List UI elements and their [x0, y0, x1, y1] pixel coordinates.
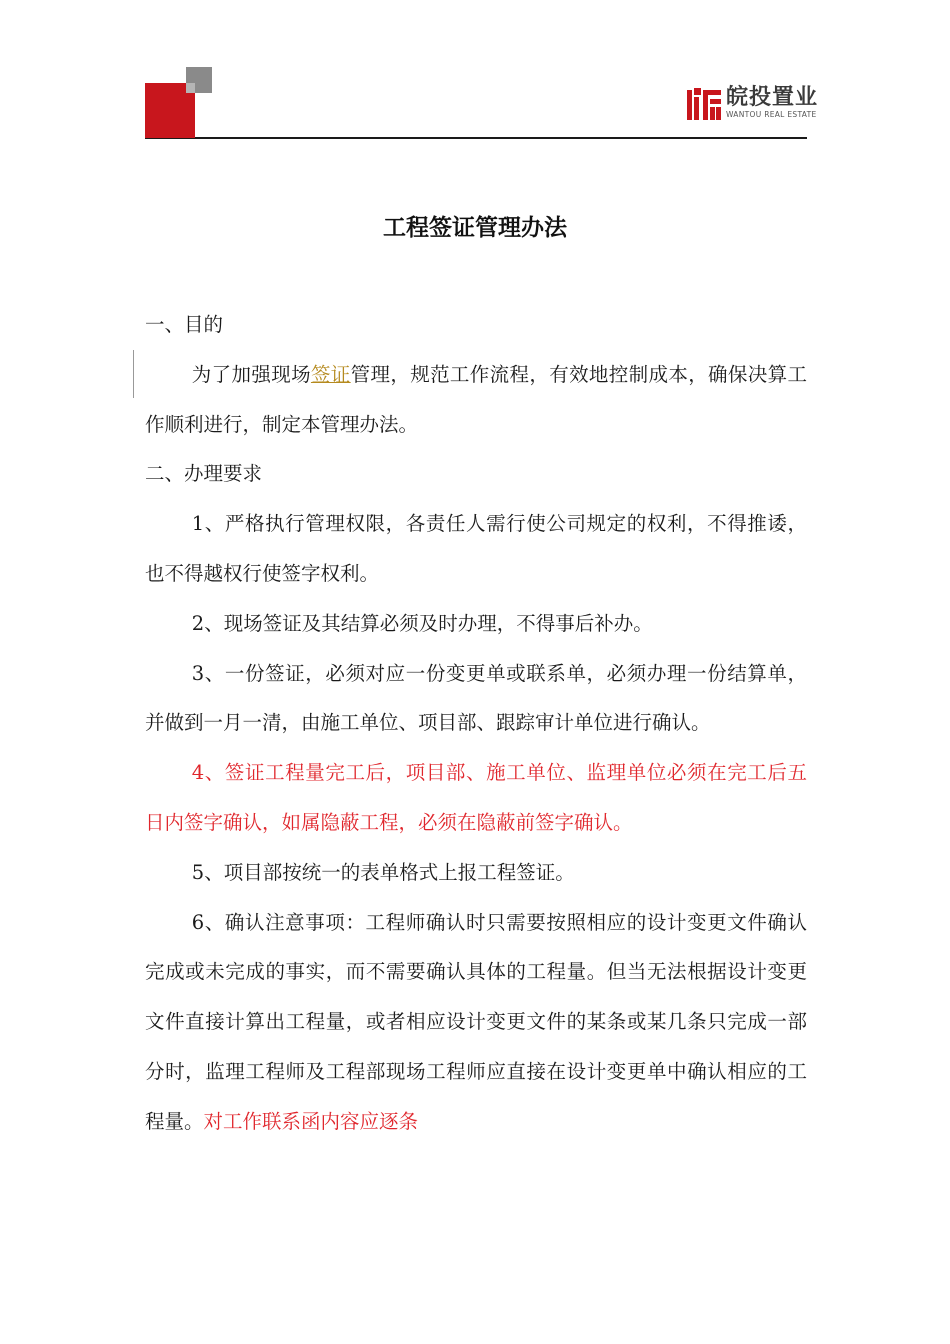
requirement-item-1: 1、严格执行管理权限，各责任人需行使公司规定的权利，不得推诿，也不得越权行使签字权利。: [145, 512, 807, 585]
logo-chinese-name: 皖投置业: [726, 85, 819, 110]
company-logo: [686, 86, 818, 126]
requirement-item-6: [145, 898, 807, 1147]
logo-mark-icon: [686, 86, 722, 122]
logo-english-name: WANTOU REAL ESTATE: [726, 110, 817, 119]
requirement-item-5: 5、项目部按统一的表单格式上报工程签证。: [191, 860, 575, 884]
header-decoration-overlap: [186, 83, 195, 93]
item-6-highlight: 对工作联系函内容应逐条: [203, 1109, 419, 1133]
revision-margin-bar: [133, 350, 134, 398]
requirement-item-4: 4、签证工程量完工后，项目部、施工单位、监理单位必须在完工后五日内签字确认，如属隐蔽工程，必须在隐蔽前签字确认。: [145, 761, 807, 834]
document-title: 工程签证管理办法: [383, 215, 567, 241]
header-rule-accent: [145, 135, 195, 138]
document-body: [145, 300, 807, 1147]
purpose-text-end: 管理，规范工作流程，有效地控制成本，确保决算工作顺利进行，制定本管理办法。: [145, 362, 807, 436]
header-rule: [145, 137, 807, 139]
section-heading-requirements: 二、办理要求: [145, 462, 263, 486]
item-6-text: 6、确认注意事项：工程师确认时只需要按照相应的设计变更文件确认完成或未完成的事实，而不需要确认具体的工程量。但当无法根据设计变更文件直接计算出工程量，或者相应设计变更文件的某条或某几条只完成一部分时，监理工程师及工程部现场工程师应直接在设计变更单中确认相应的工程量。: [145, 910, 807, 1133]
paragraph-purpose: [145, 350, 807, 450]
requirement-item-2: 2、现场签证及其结算必须及时办理，不得事后补办。: [191, 611, 653, 635]
requirement-item-3: 3、一份签证，必须对应一份变更单或联系单，必须办理一份结算单，并做到一月一清，由施工单位、项目部、跟踪审计单位进行确认。: [145, 661, 807, 735]
purpose-text-start: 为了加强现场: [191, 362, 311, 386]
section-heading-purpose: 一、目的: [145, 313, 224, 336]
link-qianzheng[interactable]: 签证: [310, 362, 351, 386]
